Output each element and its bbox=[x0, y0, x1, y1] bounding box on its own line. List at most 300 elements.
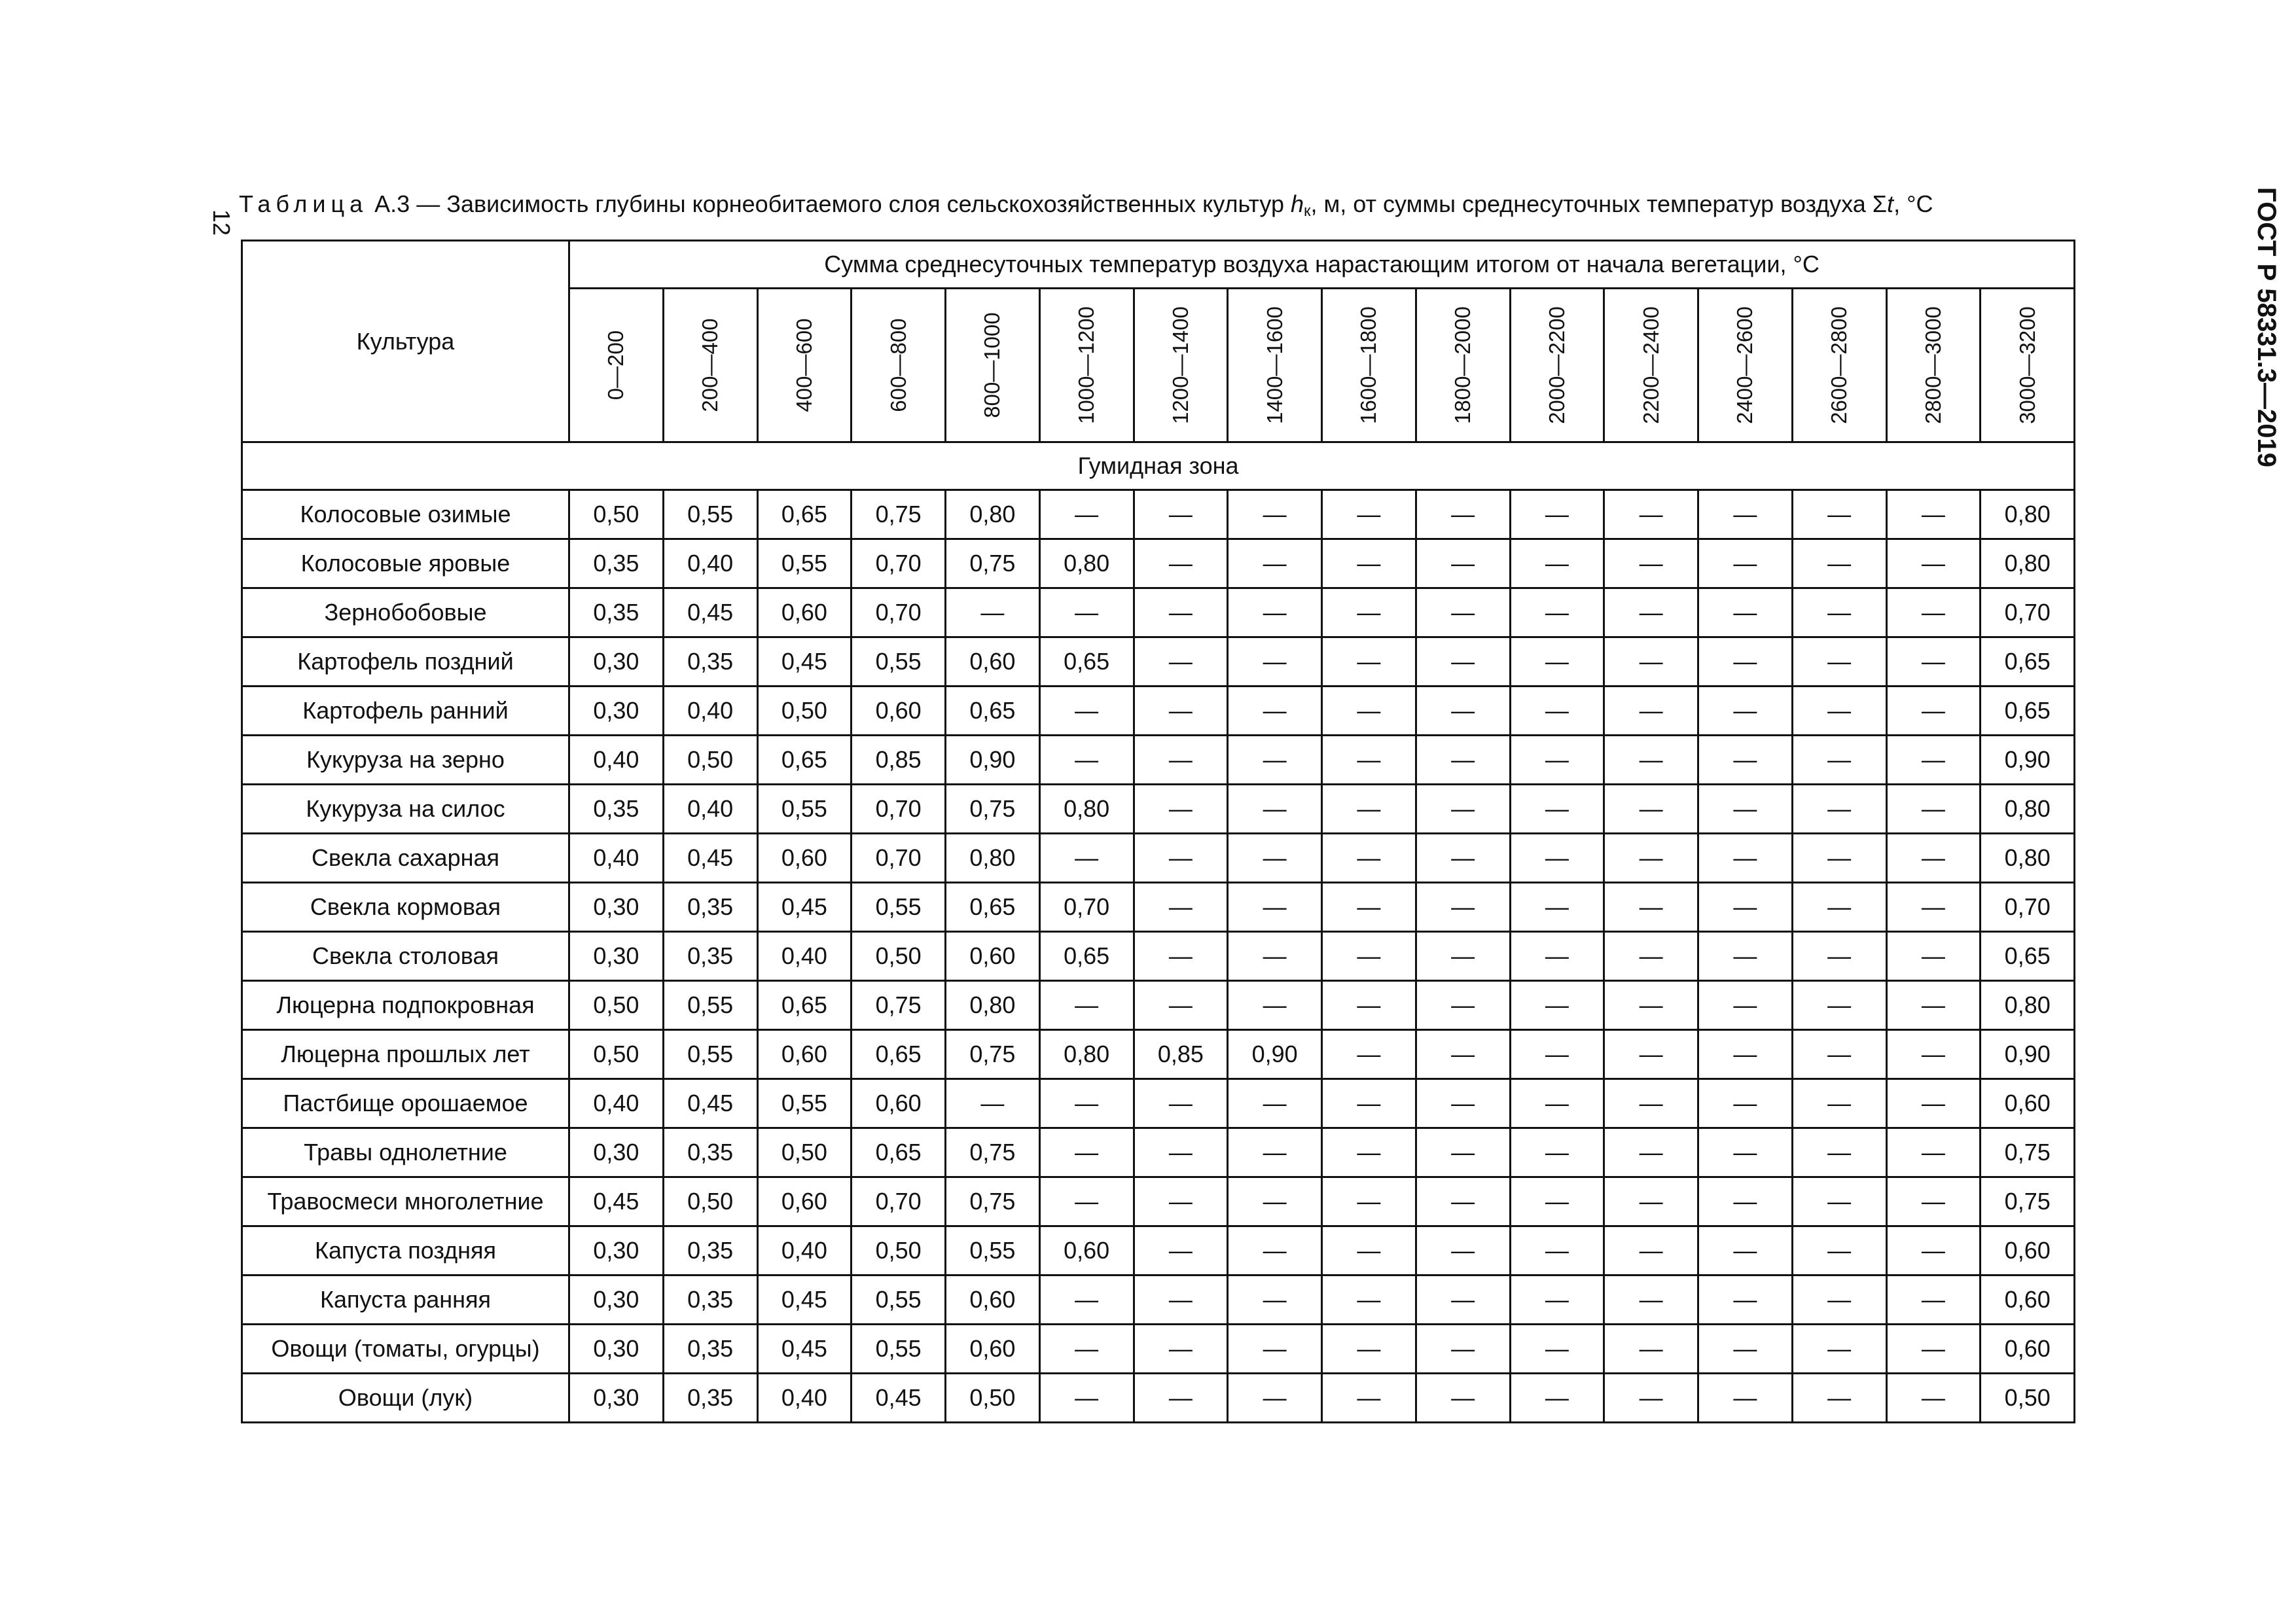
depth-value: — bbox=[946, 588, 1040, 637]
depth-value: 0,30 bbox=[569, 1275, 664, 1325]
depth-value: — bbox=[1886, 1374, 1981, 1423]
depth-value: 0,50 bbox=[569, 490, 664, 539]
depth-value: 0,80 bbox=[1039, 539, 1134, 588]
depth-value: 0,50 bbox=[663, 1177, 757, 1226]
caption-symbol-t: t bbox=[1887, 190, 1894, 217]
depth-value: — bbox=[1228, 736, 1322, 785]
depth-value: 0,65 bbox=[1981, 687, 2075, 736]
temperature-sum-header: Сумма среднесуточных температур воздуха нарастающим итогом от начала вегетации, °С bbox=[569, 241, 2075, 289]
culture-name: Свекла сахарная bbox=[242, 834, 569, 883]
depth-value: — bbox=[1886, 539, 1981, 588]
depth-value: 0,55 bbox=[757, 1079, 852, 1128]
range-header-label: 1600—1800 bbox=[1356, 306, 1381, 424]
depth-value: — bbox=[1510, 588, 1604, 637]
depth-value: — bbox=[1698, 736, 1793, 785]
depth-value: 0,35 bbox=[663, 1275, 757, 1325]
range-header bbox=[946, 289, 1040, 442]
depth-value: 0,45 bbox=[569, 1177, 664, 1226]
depth-value: — bbox=[1228, 1177, 1322, 1226]
depth-value: 0,65 bbox=[1981, 932, 2075, 981]
depth-value: 0,65 bbox=[946, 687, 1040, 736]
depth-value: 0,75 bbox=[852, 981, 946, 1030]
culture-name: Картофель поздний bbox=[242, 637, 569, 687]
depth-value: — bbox=[1134, 490, 1228, 539]
culture-name: Зернобобовые bbox=[242, 588, 569, 637]
caption-label: Таблица bbox=[239, 190, 368, 217]
depth-value: 0,35 bbox=[569, 588, 664, 637]
depth-value: 0,75 bbox=[1981, 1128, 2075, 1177]
depth-value: — bbox=[1322, 490, 1416, 539]
depth-value: 0,70 bbox=[852, 588, 946, 637]
range-header bbox=[1228, 289, 1322, 442]
culture-name: Колосовые яровые bbox=[242, 539, 569, 588]
depth-value: 0,90 bbox=[1981, 736, 2075, 785]
table-row bbox=[242, 539, 2075, 588]
caption-text-end: , °C bbox=[1893, 190, 1933, 217]
depth-value: — bbox=[1416, 736, 1510, 785]
depth-value: 0,80 bbox=[946, 490, 1040, 539]
depth-value: 0,40 bbox=[569, 736, 664, 785]
depth-value: — bbox=[1886, 1226, 1981, 1275]
range-header-label: 600—800 bbox=[886, 318, 910, 412]
depth-value: — bbox=[1886, 490, 1981, 539]
depth-value: — bbox=[1134, 1325, 1228, 1374]
depth-value: 0,70 bbox=[1039, 883, 1134, 932]
depth-value: — bbox=[1039, 490, 1134, 539]
depth-value: 0,35 bbox=[663, 1226, 757, 1275]
culture-column-header: Культура bbox=[242, 241, 569, 442]
caption-text-middle: , м, от суммы среднесуточных температур воздуха Σ bbox=[1310, 190, 1888, 217]
depth-value: 0,60 bbox=[1981, 1275, 2075, 1325]
culture-name: Колосовые озимые bbox=[242, 490, 569, 539]
depth-value: 0,55 bbox=[946, 1226, 1040, 1275]
depth-value: 0,45 bbox=[852, 1374, 946, 1423]
culture-name: Кукуруза на зерно bbox=[242, 736, 569, 785]
depth-value: — bbox=[1698, 1275, 1793, 1325]
depth-value: — bbox=[1510, 1030, 1604, 1079]
depth-value: — bbox=[1134, 1079, 1228, 1128]
depth-value: — bbox=[1322, 539, 1416, 588]
depth-value: — bbox=[1322, 1177, 1416, 1226]
range-header-label: 800—1000 bbox=[980, 312, 1005, 418]
depth-value: — bbox=[1416, 1030, 1510, 1079]
depth-value: 0,35 bbox=[663, 932, 757, 981]
depth-value: — bbox=[1792, 1079, 1886, 1128]
range-header bbox=[1416, 289, 1510, 442]
table-row bbox=[242, 490, 2075, 539]
range-header bbox=[1134, 289, 1228, 442]
depth-value: — bbox=[1886, 1128, 1981, 1177]
depth-value: — bbox=[1510, 490, 1604, 539]
depth-value: — bbox=[1604, 785, 1698, 834]
table-row bbox=[242, 637, 2075, 687]
depth-value: — bbox=[1698, 981, 1793, 1030]
depth-value: — bbox=[1698, 1128, 1793, 1177]
depth-value: — bbox=[1228, 932, 1322, 981]
depth-value: — bbox=[1792, 932, 1886, 981]
culture-name: Свекла кормовая bbox=[242, 883, 569, 932]
depth-value: — bbox=[1792, 785, 1886, 834]
depth-value: — bbox=[1792, 1128, 1886, 1177]
table-row bbox=[242, 1030, 2075, 1079]
range-header-label: 1800—2000 bbox=[1450, 306, 1475, 424]
depth-value: — bbox=[1510, 883, 1604, 932]
culture-name: Пастбище орошаемое bbox=[242, 1079, 569, 1128]
depth-value: 0,60 bbox=[757, 588, 852, 637]
depth-value: — bbox=[1886, 932, 1981, 981]
depth-value: — bbox=[1604, 932, 1698, 981]
table-row bbox=[242, 785, 2075, 834]
table-row bbox=[242, 1079, 2075, 1128]
depth-value: 0,90 bbox=[1228, 1030, 1322, 1079]
depth-value: — bbox=[1698, 1030, 1793, 1079]
depth-value: — bbox=[1886, 687, 1981, 736]
depth-value: 0,30 bbox=[569, 1325, 664, 1374]
depth-value: — bbox=[1792, 637, 1886, 687]
depth-value: — bbox=[1416, 1226, 1510, 1275]
depth-value: 0,65 bbox=[1981, 637, 2075, 687]
depth-value: 0,35 bbox=[569, 785, 664, 834]
depth-value: — bbox=[1698, 932, 1793, 981]
depth-value: — bbox=[1322, 1226, 1416, 1275]
range-header bbox=[1981, 289, 2075, 442]
depth-value: — bbox=[1698, 883, 1793, 932]
depth-value: 0,55 bbox=[663, 981, 757, 1030]
depth-value: 0,70 bbox=[1981, 883, 2075, 932]
depth-value: — bbox=[1604, 1079, 1698, 1128]
depth-value: 0,60 bbox=[946, 932, 1040, 981]
depth-value: 0,40 bbox=[663, 539, 757, 588]
depth-value: — bbox=[1792, 1177, 1886, 1226]
depth-value: 0,50 bbox=[663, 736, 757, 785]
depth-value: 0,65 bbox=[1039, 932, 1134, 981]
depth-value: 0,80 bbox=[1981, 981, 2075, 1030]
depth-value: 0,45 bbox=[663, 834, 757, 883]
depth-value: — bbox=[1792, 588, 1886, 637]
depth-value: — bbox=[1886, 736, 1981, 785]
depth-value: 0,45 bbox=[663, 1079, 757, 1128]
depth-value: — bbox=[1698, 490, 1793, 539]
range-header bbox=[569, 289, 664, 442]
depth-value: — bbox=[1039, 1177, 1134, 1226]
depth-value: — bbox=[1134, 1128, 1228, 1177]
depth-value: 0,35 bbox=[663, 1374, 757, 1423]
depth-value: — bbox=[1039, 1128, 1134, 1177]
depth-value: — bbox=[1416, 1177, 1510, 1226]
depth-value: — bbox=[1886, 1079, 1981, 1128]
depth-value: — bbox=[1228, 687, 1322, 736]
depth-value: 0,30 bbox=[569, 883, 664, 932]
depth-value: 0,55 bbox=[852, 1325, 946, 1374]
depth-value: — bbox=[1698, 637, 1793, 687]
depth-value: 0,30 bbox=[569, 1226, 664, 1275]
depth-value: 0,75 bbox=[946, 539, 1040, 588]
depth-value: — bbox=[1039, 981, 1134, 1030]
depth-value: — bbox=[1792, 490, 1886, 539]
table-caption bbox=[239, 188, 2137, 220]
depth-value: — bbox=[1604, 1177, 1698, 1226]
depth-value: — bbox=[1604, 981, 1698, 1030]
table-row bbox=[242, 687, 2075, 736]
depth-value: — bbox=[1510, 981, 1604, 1030]
depth-value: 0,70 bbox=[852, 785, 946, 834]
depth-value: — bbox=[1886, 588, 1981, 637]
depth-value: 0,55 bbox=[852, 637, 946, 687]
range-header bbox=[1792, 289, 1886, 442]
depth-value: — bbox=[1510, 687, 1604, 736]
depth-value: 0,75 bbox=[1981, 1177, 2075, 1226]
depth-value: — bbox=[1698, 1226, 1793, 1275]
depth-value: — bbox=[1416, 490, 1510, 539]
zone-header: Гумидная зона bbox=[242, 442, 2075, 490]
range-header-label: 2200—2400 bbox=[1638, 306, 1663, 424]
depth-value: 0,50 bbox=[569, 1030, 664, 1079]
depth-value: — bbox=[1228, 981, 1322, 1030]
depth-value: — bbox=[1604, 834, 1698, 883]
depth-value: — bbox=[1510, 932, 1604, 981]
depth-value: 0,45 bbox=[757, 1325, 852, 1374]
range-header-label: 2000—2200 bbox=[1544, 306, 1569, 424]
range-header-label: 400—600 bbox=[791, 318, 816, 412]
depth-value: — bbox=[1698, 588, 1793, 637]
depth-value: 0,50 bbox=[852, 1226, 946, 1275]
depth-value: 0,80 bbox=[946, 981, 1040, 1030]
depth-value: — bbox=[1322, 834, 1416, 883]
depth-value: — bbox=[1228, 1079, 1322, 1128]
depth-value: 0,45 bbox=[663, 588, 757, 637]
table-row bbox=[242, 588, 2075, 637]
range-header bbox=[1510, 289, 1604, 442]
depth-value: 0,80 bbox=[1039, 785, 1134, 834]
depth-value: — bbox=[1604, 883, 1698, 932]
table-row bbox=[242, 1325, 2075, 1374]
page-number: 12 bbox=[208, 209, 235, 236]
depth-value: — bbox=[1792, 687, 1886, 736]
depth-value: — bbox=[1510, 1374, 1604, 1423]
depth-value: — bbox=[1604, 1275, 1698, 1325]
depth-value: — bbox=[1228, 539, 1322, 588]
depth-value: 0,40 bbox=[663, 785, 757, 834]
depth-value: — bbox=[1604, 539, 1698, 588]
depth-value: — bbox=[1322, 1325, 1416, 1374]
depth-value: — bbox=[1322, 981, 1416, 1030]
depth-value: — bbox=[1039, 687, 1134, 736]
depth-value: — bbox=[1134, 1177, 1228, 1226]
culture-name: Свекла столовая bbox=[242, 932, 569, 981]
depth-value: — bbox=[1604, 736, 1698, 785]
depth-value: — bbox=[1416, 785, 1510, 834]
depth-value: — bbox=[1698, 1079, 1793, 1128]
depth-value: — bbox=[1604, 687, 1698, 736]
depth-value: — bbox=[1510, 1325, 1604, 1374]
depth-value: 0,80 bbox=[1039, 1030, 1134, 1079]
depth-value: — bbox=[1134, 883, 1228, 932]
depth-value: — bbox=[1886, 883, 1981, 932]
depth-value: — bbox=[1228, 1226, 1322, 1275]
range-header bbox=[1604, 289, 1698, 442]
range-header-label: 3000—3200 bbox=[2015, 306, 2039, 424]
depth-value: 0,35 bbox=[663, 1128, 757, 1177]
depth-value: 0,65 bbox=[757, 981, 852, 1030]
depth-value: 0,90 bbox=[946, 736, 1040, 785]
culture-name: Травы однолетние bbox=[242, 1128, 569, 1177]
depth-value: 0,45 bbox=[757, 883, 852, 932]
range-header bbox=[663, 289, 757, 442]
depth-value: 0,60 bbox=[852, 687, 946, 736]
depth-value: 0,80 bbox=[1981, 490, 2075, 539]
depth-value: — bbox=[1416, 1374, 1510, 1423]
depth-value: 0,60 bbox=[1981, 1226, 2075, 1275]
depth-value: — bbox=[1322, 932, 1416, 981]
depth-value: 0,40 bbox=[757, 932, 852, 981]
depth-value: — bbox=[1604, 1325, 1698, 1374]
depth-value: — bbox=[1416, 1325, 1510, 1374]
caption-symbol-subscript: к bbox=[1304, 202, 1311, 220]
range-header bbox=[1698, 289, 1793, 442]
table-row bbox=[242, 1374, 2075, 1423]
table-row bbox=[242, 1128, 2075, 1177]
depth-value: — bbox=[1886, 1030, 1981, 1079]
depth-value: — bbox=[1416, 981, 1510, 1030]
table-row bbox=[242, 834, 2075, 883]
depth-value: 0,80 bbox=[1981, 785, 2075, 834]
depth-value: — bbox=[1698, 785, 1793, 834]
depth-value: — bbox=[946, 1079, 1040, 1128]
depth-value: — bbox=[1510, 736, 1604, 785]
depth-value: — bbox=[1322, 1079, 1416, 1128]
depth-value: — bbox=[1134, 687, 1228, 736]
depth-value: — bbox=[1134, 1275, 1228, 1325]
table-row bbox=[242, 736, 2075, 785]
depth-value: 0,80 bbox=[946, 834, 1040, 883]
depth-value: — bbox=[1039, 588, 1134, 637]
depth-value: — bbox=[1510, 1275, 1604, 1325]
depth-value: 0,45 bbox=[757, 637, 852, 687]
depth-value: — bbox=[1039, 834, 1134, 883]
depth-value: — bbox=[1228, 490, 1322, 539]
depth-value: 0,75 bbox=[946, 785, 1040, 834]
depth-value: — bbox=[1228, 588, 1322, 637]
range-header bbox=[757, 289, 852, 442]
depth-value: — bbox=[1792, 1226, 1886, 1275]
depth-value: — bbox=[1698, 1325, 1793, 1374]
depth-value: — bbox=[1228, 1374, 1322, 1423]
depth-value: 0,60 bbox=[1039, 1226, 1134, 1275]
standard-designation: ГОСТ Р 58331.3—2019 bbox=[2252, 187, 2281, 468]
range-header bbox=[1322, 289, 1416, 442]
depth-value: 0,40 bbox=[569, 834, 664, 883]
depth-value: — bbox=[1792, 981, 1886, 1030]
depth-value: — bbox=[1416, 932, 1510, 981]
depth-value: — bbox=[1698, 1374, 1793, 1423]
depth-value: 0,75 bbox=[946, 1177, 1040, 1226]
depth-value: — bbox=[1510, 834, 1604, 883]
depth-value: — bbox=[1886, 1275, 1981, 1325]
depth-value: 0,50 bbox=[757, 1128, 852, 1177]
depth-value: 0,75 bbox=[946, 1128, 1040, 1177]
depth-value: — bbox=[1510, 1079, 1604, 1128]
depth-value: 0,60 bbox=[946, 1275, 1040, 1325]
depth-value: — bbox=[1604, 637, 1698, 687]
depth-value: 0,65 bbox=[852, 1030, 946, 1079]
culture-name: Кукуруза на силос bbox=[242, 785, 569, 834]
depth-value: 0,50 bbox=[946, 1374, 1040, 1423]
depth-value: — bbox=[1698, 687, 1793, 736]
range-header-label: 1400—1600 bbox=[1262, 306, 1287, 424]
depth-value: 0,55 bbox=[852, 1275, 946, 1325]
depth-value: — bbox=[1604, 1226, 1698, 1275]
depth-value: 0,30 bbox=[569, 1374, 664, 1423]
depth-value: — bbox=[1416, 637, 1510, 687]
depth-value: 0,55 bbox=[663, 490, 757, 539]
range-header-label: 2600—2800 bbox=[1827, 306, 1852, 424]
culture-name: Травосмеси многолетние bbox=[242, 1177, 569, 1226]
depth-value: — bbox=[1510, 539, 1604, 588]
depth-value: 0,55 bbox=[852, 883, 946, 932]
depth-value: — bbox=[1792, 1030, 1886, 1079]
depth-value: — bbox=[1134, 1374, 1228, 1423]
depth-value: — bbox=[1698, 1177, 1793, 1226]
table-row bbox=[242, 883, 2075, 932]
depth-value: 0,60 bbox=[946, 1325, 1040, 1374]
depth-value: — bbox=[1510, 1177, 1604, 1226]
depth-value: — bbox=[1886, 981, 1981, 1030]
culture-name: Овощи (лук) bbox=[242, 1374, 569, 1423]
caption-number: А.3 bbox=[374, 190, 410, 217]
depth-value: 0,85 bbox=[852, 736, 946, 785]
depth-value: — bbox=[1510, 785, 1604, 834]
depth-value: — bbox=[1886, 1177, 1981, 1226]
depth-value: 0,35 bbox=[663, 1325, 757, 1374]
depth-value: — bbox=[1134, 588, 1228, 637]
depth-value: — bbox=[1416, 1275, 1510, 1325]
depth-value: — bbox=[1134, 539, 1228, 588]
depth-value: — bbox=[1228, 785, 1322, 834]
depth-value: 0,60 bbox=[946, 637, 1040, 687]
depth-value: — bbox=[1886, 1325, 1981, 1374]
depth-value: — bbox=[1322, 1030, 1416, 1079]
depth-value: 0,65 bbox=[1039, 637, 1134, 687]
depth-value: — bbox=[1510, 1128, 1604, 1177]
range-header bbox=[1886, 289, 1981, 442]
depth-value: 0,50 bbox=[852, 932, 946, 981]
depth-value: — bbox=[1134, 981, 1228, 1030]
depth-value: — bbox=[1604, 490, 1698, 539]
depth-value: 0,80 bbox=[1981, 834, 2075, 883]
depth-value: — bbox=[1792, 736, 1886, 785]
depth-value: — bbox=[1039, 1325, 1134, 1374]
depth-value: — bbox=[1886, 834, 1981, 883]
depth-value: — bbox=[1416, 1128, 1510, 1177]
depth-value: 0,60 bbox=[852, 1079, 946, 1128]
depth-value: — bbox=[1228, 1275, 1322, 1325]
depth-value: — bbox=[1322, 785, 1416, 834]
depth-value: — bbox=[1698, 834, 1793, 883]
table-row bbox=[242, 1177, 2075, 1226]
depth-value: 0,65 bbox=[757, 490, 852, 539]
depth-value: — bbox=[1792, 1374, 1886, 1423]
depth-value: — bbox=[1792, 834, 1886, 883]
culture-name: Овощи (томаты, огурцы) bbox=[242, 1325, 569, 1374]
depth-value: — bbox=[1039, 736, 1134, 785]
depth-value: — bbox=[1604, 1030, 1698, 1079]
table-row bbox=[242, 932, 2075, 981]
table-row bbox=[242, 981, 2075, 1030]
depth-value: — bbox=[1322, 883, 1416, 932]
depth-value: — bbox=[1134, 637, 1228, 687]
depth-value: — bbox=[1322, 1128, 1416, 1177]
depth-value: 0,70 bbox=[852, 834, 946, 883]
